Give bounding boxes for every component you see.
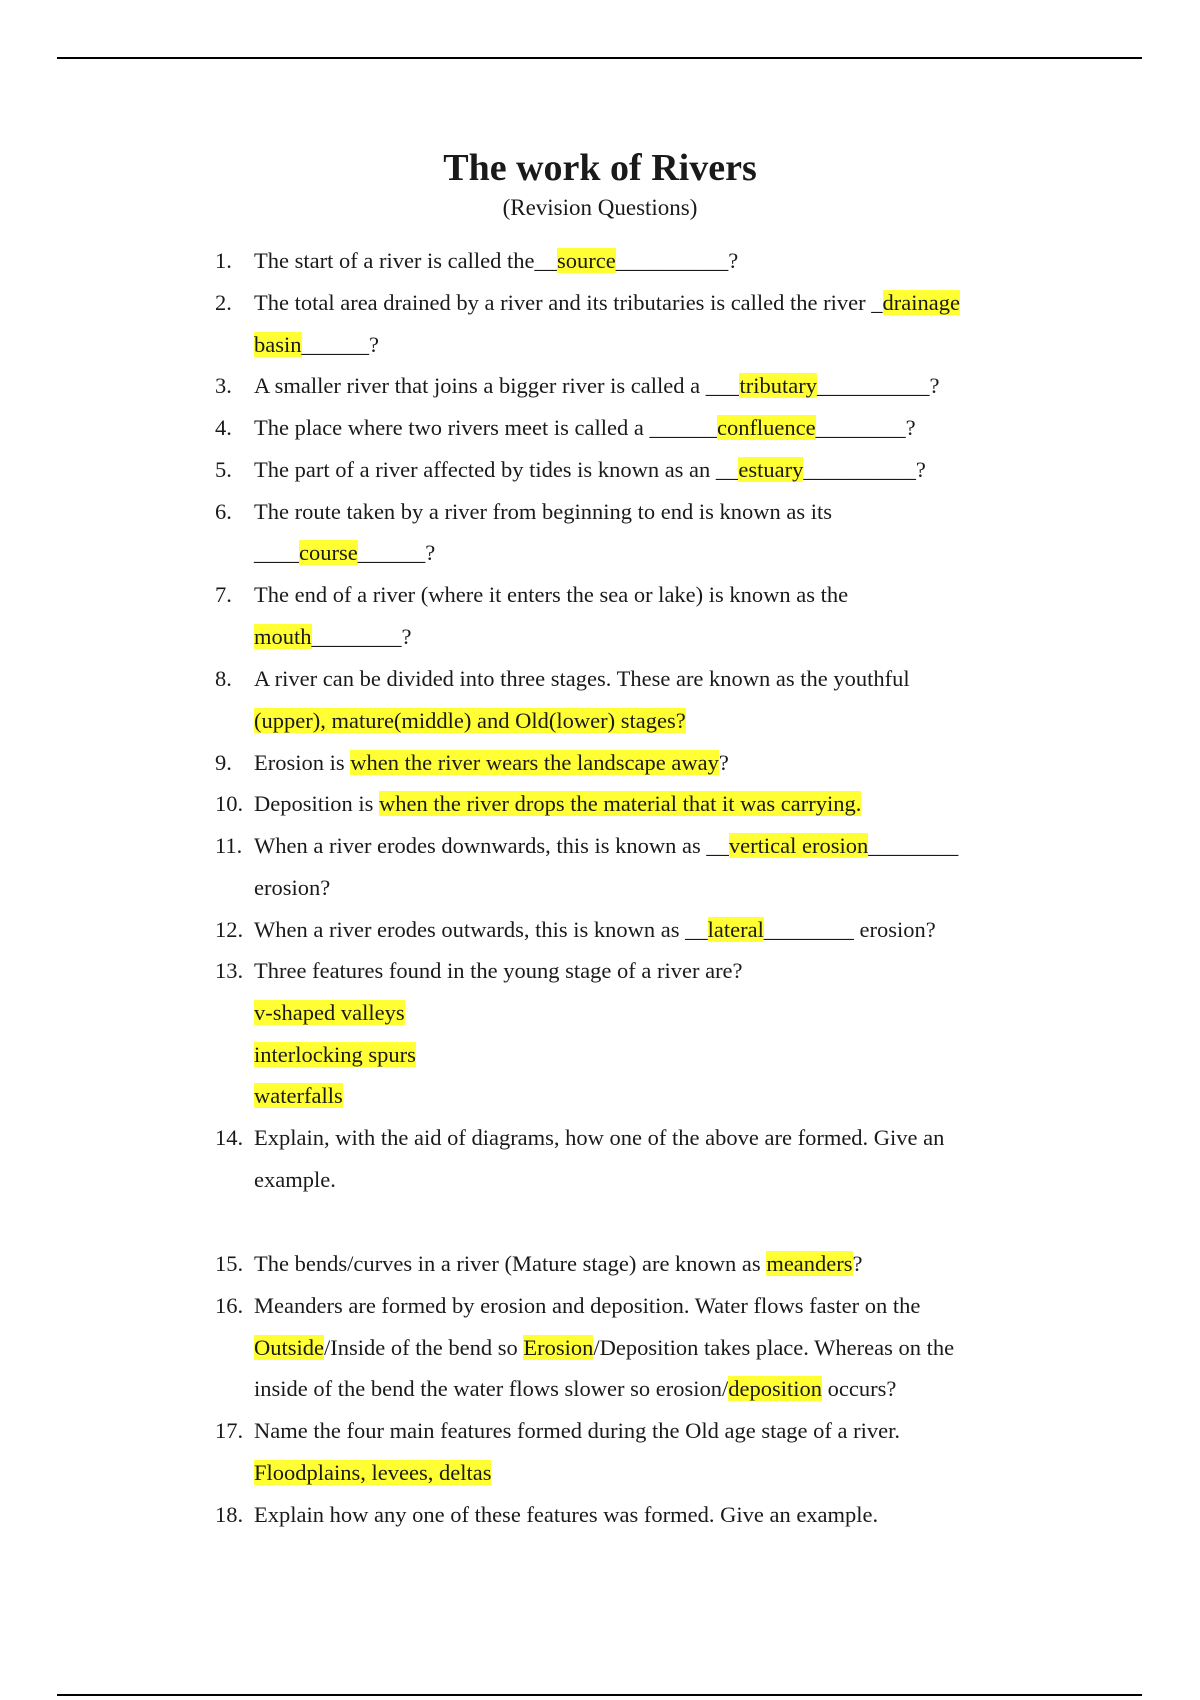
question-11-continued — [254, 873, 330, 903]
question-text: example. — [254, 1167, 336, 1192]
question-text: ______? — [357, 540, 436, 565]
page-subtitle: (Revision Questions) — [502, 195, 698, 220]
answer-highlight: deposition — [728, 1376, 823, 1401]
answer-highlight: drainage — [882, 290, 960, 315]
question-text: ________? — [311, 624, 412, 649]
question-number: 5. — [215, 457, 232, 482]
question-text: Erosion is — [254, 750, 351, 775]
question-number: 3. — [215, 373, 232, 398]
answer-highlight: lateral — [707, 917, 764, 942]
answer-highlight: waterfalls — [254, 1083, 343, 1108]
question-number: 14. — [215, 1125, 244, 1150]
question-text: ? — [718, 750, 729, 775]
answer-highlight: Erosion — [523, 1335, 594, 1360]
answer-line — [254, 1040, 416, 1070]
question-number: 9. — [215, 750, 232, 775]
question-text: The bends/curves in a river (Mature stage) are known as — [254, 1251, 767, 1276]
answer-highlight: when the river wears the landscape away — [350, 750, 719, 775]
question-text: ____ — [254, 540, 299, 565]
question-text: Name the four main features formed during the Old age stage of a river. — [254, 1418, 901, 1443]
top-rule — [57, 57, 1142, 59]
question-text: A river can be divided into three stages. These are known as the youthful — [254, 666, 910, 691]
question-text: Meanders are formed by erosion and deposition. Water flows faster on the — [254, 1293, 921, 1318]
question-text: A smaller river that joins a bigger river is called a ___ — [254, 373, 740, 398]
question-2 — [215, 288, 960, 318]
question-number: 16. — [215, 1293, 244, 1318]
answer-highlight: basin — [254, 332, 302, 357]
question-number: 6. — [215, 499, 232, 524]
answer-highlight: Floodplains, levees, deltas — [254, 1460, 492, 1485]
answer-highlight: when the river drops the material that it was carrying. — [379, 791, 862, 816]
question-number: 1. — [215, 248, 232, 273]
answer-highlight: estuary — [738, 457, 804, 482]
question-9 — [215, 748, 729, 778]
answer-highlight: (upper), mature(middle) and Old(lower) stages? — [254, 708, 686, 733]
question-number: 12. — [215, 917, 244, 942]
question-14 — [215, 1123, 944, 1153]
question-number: 15. — [215, 1251, 244, 1276]
question-text: The place where two rivers meet is called a ______ — [254, 415, 717, 440]
answer-highlight: interlocking spurs — [254, 1042, 416, 1067]
answer-highlight: mouth — [254, 624, 312, 649]
question-text: __________? — [803, 457, 926, 482]
question-13 — [215, 956, 743, 986]
question-text: ______? — [301, 332, 379, 357]
answer-highlight: source — [557, 248, 616, 273]
answer-highlight: course — [299, 540, 358, 565]
question-15 — [215, 1249, 863, 1279]
question-text: The part of a river affected by tides is known as an __ — [254, 457, 739, 482]
answer-highlight: Outside — [254, 1335, 324, 1360]
question-text: ________ erosion? — [763, 917, 936, 942]
question-12 — [215, 915, 936, 945]
question-text: inside of the bend the water flows slower so erosion/ — [254, 1376, 729, 1401]
question-number: 2. — [215, 290, 232, 315]
question-6 — [215, 497, 832, 527]
question-17 — [215, 1416, 900, 1446]
question-text: ________ — [868, 833, 959, 858]
question-4 — [215, 413, 916, 443]
question-1 — [215, 246, 738, 276]
question-number: 8. — [215, 666, 232, 691]
question-text: When a river erodes outwards, this is known as __ — [254, 917, 708, 942]
answer-line — [254, 998, 405, 1028]
question-text: The end of a river (where it enters the sea or lake) is known as the — [254, 582, 849, 607]
question-text: When a river erodes downwards, this is known as __ — [254, 833, 729, 858]
question-18 — [215, 1500, 878, 1530]
answer-highlight: meanders — [766, 1251, 853, 1276]
question-5 — [215, 455, 926, 485]
question-16-continued — [254, 1333, 954, 1363]
question-2-continued — [254, 330, 379, 360]
question-text: Deposition is — [254, 791, 380, 816]
question-8-continued — [254, 706, 686, 736]
question-16-continued — [254, 1374, 896, 1404]
question-text: /Deposition takes place. Whereas on the — [593, 1335, 955, 1360]
question-number: 17. — [215, 1418, 244, 1443]
question-text: erosion? — [254, 875, 331, 900]
question-3 — [215, 371, 939, 401]
question-7 — [215, 580, 848, 610]
question-14-continued — [254, 1165, 336, 1195]
question-text: /Inside of the bend so — [324, 1335, 524, 1360]
page-title: The work of Rivers — [443, 147, 757, 189]
question-text: Explain, with the aid of diagrams, how one of the above are formed. Give an — [254, 1125, 945, 1150]
question-7-continued — [254, 622, 412, 652]
question-text: ? — [852, 1251, 863, 1276]
question-number: 11. — [215, 833, 243, 858]
question-text: occurs? — [822, 1376, 897, 1401]
question-8 — [215, 664, 910, 694]
question-11 — [215, 831, 958, 861]
question-6-continued — [254, 538, 435, 568]
question-text: __________? — [615, 248, 739, 273]
answer-highlight: tributary — [739, 373, 817, 398]
question-10 — [215, 789, 861, 819]
question-number: 4. — [215, 415, 232, 440]
question-17-continued — [254, 1458, 491, 1488]
question-text: __________? — [816, 373, 940, 398]
question-text: The total area drained by a river and its tributaries is called the river _ — [254, 290, 883, 315]
question-text: Explain how any one of these features was formed. Give an example. — [254, 1502, 879, 1527]
answer-highlight: vertical erosion — [728, 833, 869, 858]
question-number: 13. — [215, 958, 244, 983]
question-number: 18. — [215, 1502, 244, 1527]
question-number: 7. — [215, 582, 232, 607]
question-16 — [215, 1291, 920, 1321]
question-text: Three features found in the young stage of a river are? — [254, 958, 743, 983]
question-text: The start of a river is called the__ — [254, 248, 558, 273]
bottom-rule — [57, 1694, 1142, 1696]
question-text: The route taken by a river from beginning to end is known as its — [254, 499, 832, 524]
answer-highlight: v-shaped valleys — [254, 1000, 405, 1025]
question-text: ________? — [815, 415, 916, 440]
answer-line — [254, 1081, 343, 1111]
question-number: 10. — [215, 791, 244, 816]
answer-highlight: confluence — [716, 415, 816, 440]
